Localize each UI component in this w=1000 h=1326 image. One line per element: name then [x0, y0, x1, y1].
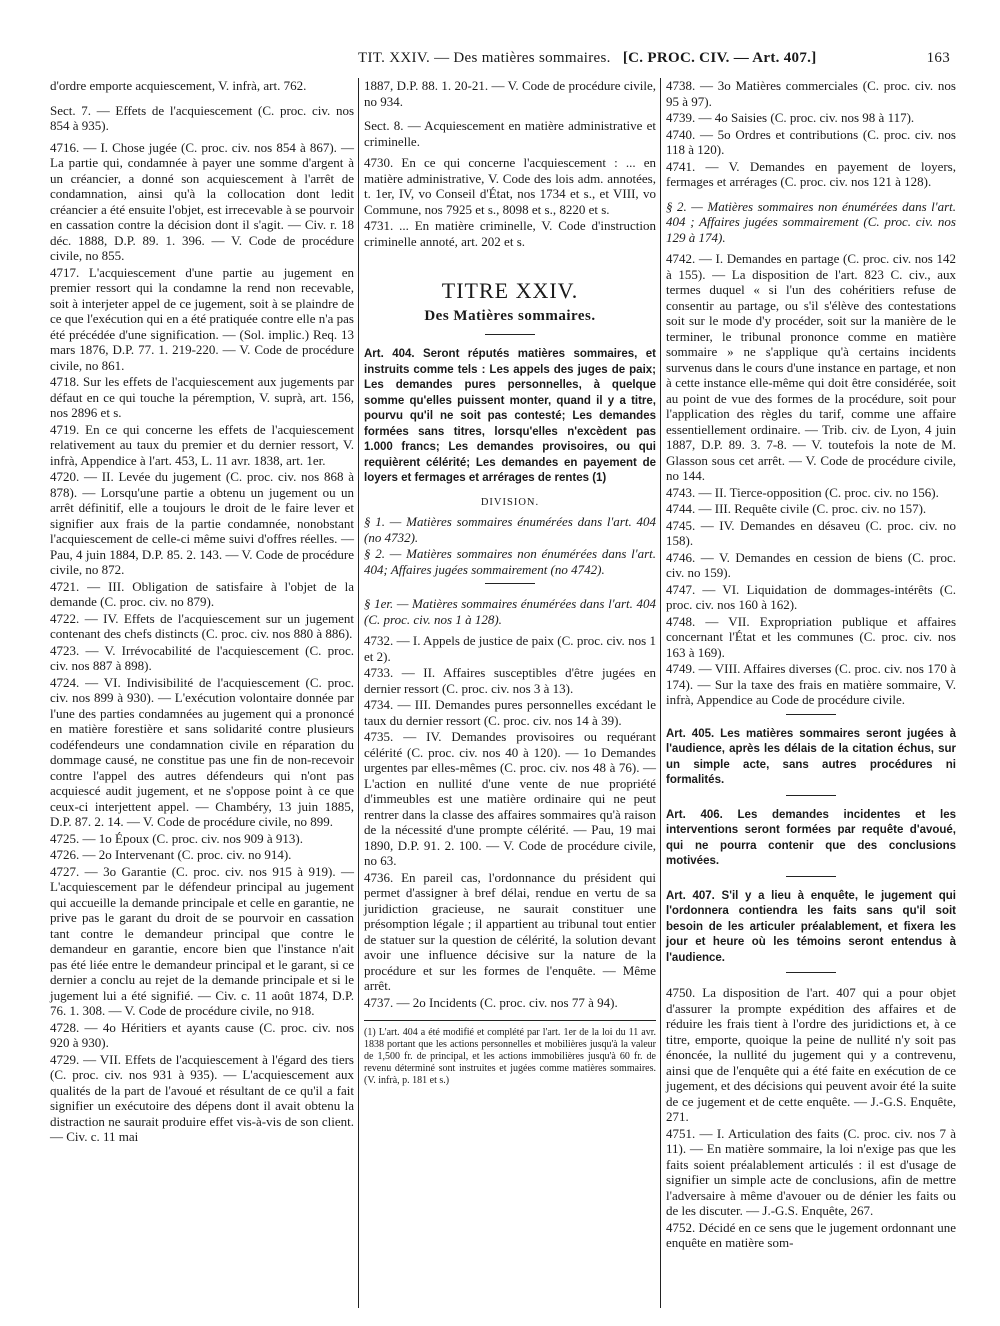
title-subheading: Des Matières sommaires.: [424, 307, 596, 324]
paragraph: d'ordre emporte acquiescement, V. infrà, art. 762.: [50, 78, 307, 93]
paragraph-4725: 4725. — 1o Époux (C. proc. civ. nos 909 à 913).: [50, 830, 303, 846]
paragraph-4743: 4743. — II. Tierce-opposition (C. proc. civ. no 156).: [666, 484, 939, 500]
page-header: [358, 50, 968, 67]
paragraph-4729: 4729. — VII. Effets de l'acquiescement à l'égard des tiers (C. proc. civ. nos 931 à 935). — L'acquiescement aux qualités de la part de l'avoué et résultant de ce qu'il a fait signifier un exécutoire des dépens dont il avait obtenu la distraction ne saurait produire effet vis-à-vis de son client. — Civ. c. 11 mai: [50, 1051, 354, 1144]
column-divider: [660, 78, 661, 1308]
paragraph-4749: 4749. — VIII. Affaires diverses (C. proc. civ. nos 170 à 174). — Sur la taxe des frais en matière sommaire, V. infrà, Appendice au Code de procédure civile.: [666, 661, 956, 707]
paragraph-4732: 4732. — I. Appels de justice de paix (C. proc. civ. nos 1 et 2).: [364, 633, 656, 664]
column-left: [50, 78, 354, 1146]
column-right: [666, 78, 956, 1252]
paragraph-4750: 4750. La disposition de l'art. 407 qui a pour objet d'assurer la prompte expédition des affaires et de réduire les frais tient à l'ordre des juridictions et, à ce titre, emporte, quoique la peine de nullité n'y soit pas énoncée, la nullité du jugement qui y a contrevenu, ainsi que de l'enquête qui a été faite en exécution de ce jugement, et des décisions qui peuvent avoir été la suite de ce jugement et de cette enquête. — J.-G.S. Enquête, 271.: [666, 985, 956, 1124]
section-heading: § 1er. — Matières sommaires énumérées dans l'art. 404 (C. proc. civ. nos 1 à 128).: [364, 596, 656, 627]
code-reference: [C. PROC. CIV. — Art. 407.]: [622, 50, 817, 66]
title-heading: TITRE XXIV.: [441, 278, 579, 303]
paragraph-4728: 4728. — 4o Héritiers et ayants cause (C. proc. civ. nos 920 à 930).: [50, 1019, 354, 1050]
paragraph-4734: 4734. — III. Demandes pures personnelles excédant le taux du dernier ressort (C. proc. civ. nos 14 à 39).: [364, 697, 656, 728]
divider: [485, 583, 535, 584]
paragraph-4723: 4723. — V. Irrévocabilité de l'acquiescement (C. proc. civ. nos 887 à 898).: [50, 642, 354, 673]
paragraph-4722: 4722. — IV. Effets de l'acquiescement sur un jugement contenant des chefs distincts (C. proc. civ. nos 880 à 886).: [50, 610, 354, 641]
paragraph-4733: 4733. — II. Affaires susceptibles d'être jugées en dernier ressort (C. proc. civ. nos 3 à 13).: [364, 665, 656, 696]
paragraph-4744: 4744. — III. Requête civile (C. proc. civ. no 157).: [666, 501, 927, 516]
paragraph-4737: 4737. — 2o Incidents (C. proc. civ. nos 77 à 94).: [364, 994, 618, 1010]
running-title: TIT. XXIV. — Des matières sommaires.: [358, 50, 611, 66]
paragraph-4724: 4724. — VI. Indivisibilité de l'acquiescement (C. proc. civ. nos 899 à 930). — L'exécution volontaire donnée par l'une des parties condamnées au jugement qui a prononcé en matière forestière et sans solidarité contre plusieurs codéfendeurs une condamnation civile en réparation du dommage causé, ne constitue pas une fin de non-recevoir contre l'appel des autres défendeurs qui n'ont pas acquiescé audit jugement, et ne s'oppose point à ce que ceux-ci interjettent appel. — Chambéry, 13 juin 1885, D.P. 87. 2. 14. — V. Code de procédure civile, no 899.: [50, 674, 354, 829]
division-item-2: § 2. — Matières sommaires non énumérées dans l'art. 404; Affaires jugées sommairement (no 4742).: [364, 546, 656, 577]
paragraph-4721: 4721. — III. Obligation de satisfaire à l'objet de la demande (C. proc. civ. no 879).: [50, 578, 354, 609]
paragraph-4716: 4716. — I. Chose jugée (C. proc. civ. nos 854 à 867). — La partie qui, condamnée à payer une somme d'argent à un créancier, a donné son acquiescement à l'arrêt de condamnation, ainsi qu'à la collocation dont ledit créancier a été ensuite l'objet, est irrecevable à se pourvoir en cassation contre la décision dont il s'agit. — Civ. r. 18 déc. 1888, D.P. 89. 1. 396. — V. Code de procédure civile, no 855.: [50, 139, 354, 263]
paragraph-4738: 4738. — 3o Matières commerciales (C. proc. civ. nos 95 à 97).: [666, 78, 956, 109]
section-heading: § 2. — Matières sommaires non énumérées dans l'art. 404 ; Affaires jugées sommairement (C. proc. civ. nos 129 à 174).: [666, 198, 956, 245]
article-406: Art. 406. Les demandes incidentes et les interventions seront formées par requête d'avoué, qui ne pourra contenir que des conclusions motivées.: [666, 808, 956, 867]
paragraph-4739: 4739. — 4o Saisies (C. proc. civ. nos 98 à 117).: [666, 110, 915, 125]
paragraph-4718: 4718. Sur les effets de l'acquiescement aux jugements par défaut en ce qui touche la péremption, V. suprà, art. 156, nos 2896 et s.: [50, 374, 354, 420]
divider: [786, 876, 836, 877]
paragraph-4742: 4742. — I. Demandes en partage (C. proc. civ. nos 142 à 155). — La disposition de l'art. 823 C. civ., aux termes duquel « si l'un des cohéritiers refuse de consentir au partage, ou s'il s'élève des contestations soit sur le mode d'y procéder, soit sur la manière de le terminer, le tribunal prononce comme en matière sommaire » ne s'applique qu'à certains incidents survenus dans le cours d'une instance en partage, et non à cette instance elle-même qui doit être considérée, soit au point de vue des formes de la procédure, soit pour l'application des règles du tarif, comme une affaire essentiellement ordinaire. — Trib. civ. de Lyon, 4 juin 1887, D.P. 89. 3. 7-8. — V. toutefois la note de M. Glasson sous cet arrêt. — V. Code de procédure civile, no 144.: [666, 251, 956, 483]
column-divider: [358, 78, 359, 1308]
paragraph-4719: 4719. En ce qui concerne les effets de l'acquiescement relativement au taux du premier et du dernier ressort, V. infrà, Appendice à l'art. 453, L. 11 avr. 1838, art. 1er.: [50, 421, 354, 468]
paragraph-4740: 4740. — 5o Ordres et contributions (C. proc. civ. nos 118 à 120).: [666, 126, 956, 157]
footnote: (1) L'art. 404 a été modifié et complété par l'art. 1er de la loi du 11 avr. 1838 portant que les actions personnelles et mobilières jusqu'à la valeur de 1,500 fr. de principal, et les actions immobilières jusqu'à 60 fr. de revenu déterminé sont instruites et jugées comme matières sommaires. (V. infrà, p. 181 et s.): [364, 1020, 656, 1087]
division-heading: DIVISION.: [480, 496, 540, 508]
paragraph-4745: 4745. — IV. Demandes en désaveu (C. proc. civ. no 158).: [666, 517, 956, 548]
paragraph: 1887, D.P. 88. 1. 20-21. — V. Code de procédure civile, no 934.: [364, 78, 656, 109]
paragraph-4731: 4731. ... En matière criminelle, V. Code d'instruction criminelle annoté, art. 202 et s.: [364, 218, 656, 249]
paragraph-4717: 4717. L'acquiescement d'une partie au jugement en premier ressort qui la condamne la rend non recevable, soit à interjeter appel de ce jugement, soit à se plaindre de ce que l'exécution qui en a été pratiquée contre elle n'a pas été précédée d'une signification. — (Sol. implic.) Req. 13 mars 1876, D.P. 77. 1. 219-220. — V. Code de procédure civile, no 861.: [50, 264, 354, 373]
column-middle: [364, 78, 656, 1097]
section-heading: Sect. 7. — Effets de l'acquiescement (C. proc. civ. nos 854 à 935).: [50, 102, 354, 133]
divider: [786, 972, 836, 973]
section-heading: Sect. 8. — Acquiescement en matière administrative et criminelle.: [364, 118, 656, 149]
paragraph-4752: 4752. Décidé en ce sens que le jugement ordonnant une enquête en matière som-: [666, 1219, 956, 1250]
article-405: Art. 405. Les matières sommaires seront jugées à l'audience, après les délais de la citation échus, sur un simple acte, sans autres procédures ni formalités.: [666, 727, 956, 786]
paragraph-4751: 4751. — I. Articulation des faits (C. proc. civ. nos 7 à 11). — En matière sommaire, la loi n'exige pas que les faits soient préalablement articulés : il est d'usage de signifier un simple acte de conclusions, afin de mettre l'adversaire à même d'avouer ou de dénier les faits ou de les discuter. — J.-G.S. Enquête, 267.: [666, 1125, 956, 1218]
paragraph-4746: 4746. — V. Demandes en cession de biens (C. proc. civ. no 159).: [666, 549, 956, 580]
divider: [786, 795, 836, 796]
divider: [485, 334, 535, 335]
paragraph-4726: 4726. — 2o Intervenant (C. proc. civ. no 914).: [50, 847, 292, 862]
paragraph-4735: 4735. — IV. Demandes provisoires ou requérant célérité (C. proc. civ. nos 40 à 120). — 1o Demandes urgentes par elles-mêmes (C. proc. civ. nos 48 à 76). — L'action en nullité d'une vente de nue propriété d'immeubles est une matière ordinaire qui ne peut rentrer dans la classe des affaires sommaires qu'à raison de la nécessité d'une prompte célérité. — Pau, 19 mai 1890, D.P. 91. 2. 100. — V. Code de procédure civile, no 63.: [364, 729, 656, 868]
page-number: 163: [926, 50, 950, 66]
paragraph-4727: 4727. — 3o Garantie (C. proc. civ. nos 915 à 919). — L'acquiescement par le défendeur principal au jugement qui accueille la demande principale et celle en garantie, ne prive pas le garant du droit de se pourvoir en cassation tant contre le demandeur principal que contre le demandeur en garantie, encore bien que l'instance n'ait pas été liée entre le demandeur principal et le garant, si ce dernier a conclu au rejet de la demande principale et si le jugement lui a été signifié. — Civ. c. 11 août 1874, D.P. 76. 1. 308. — V. Code de procédure civile, no 918.: [50, 863, 354, 1018]
paragraph-4748: 4748. — VII. Expropriation publique et affaires concernant l'État et les communes (C. proc. civ. nos 163 à 169).: [666, 613, 956, 660]
paragraph-4741: 4741. — V. Demandes en payement de loyers, fermages et arrérages (C. proc. civ. nos 121 à 128).: [666, 158, 956, 189]
divider: [786, 714, 836, 715]
paragraph-4730: 4730. En ce qui concerne l'acquiescement : ... en matière administrative, V. Code des lois adm. annotées, t. 1er, IV, vo Conseil d'État, nos 1734 et s., et VIII, vo Commune, nos 7925 et s., 8098 et s., 8220 et s.: [364, 155, 656, 217]
paragraph-4747: 4747. — VI. Liquidation de dommages-intérêts (C. proc. civ. nos 160 à 162).: [666, 581, 956, 612]
paragraph-4736: 4736. En pareil cas, l'ordonnance du président qui permet d'assigner à bref délai, rendue en vertu de sa juridiction gracieuse, ne saurait constituer une présomption légale ; il appartient au tribunal tout entier de statuer sur la question de célérité, la solution devant avoir une influence décisive sur la nature de la procédure et sur les formes de l'enquête. — Même arrêt.: [364, 869, 656, 993]
article-407: Art. 407. S'il y a lieu à enquête, le jugement qui l'ordonnera contiendra les faits sans qu'il soit besoin de les articuler préalablement, et fixera les jour et heure où les témoins seront entendus à l'audience.: [666, 889, 956, 964]
article-404: Art. 404. Seront réputés matières sommaires, et instruits comme tels : Les appels des juges de paix; Les demandes pures personnelles, à quelque somme qu'elles puissent monter, quand il y a titre, pourvu qu'il ne soit pas contesté; Les demandes formées sans titres, lorsqu'elles n'excèdent pas 1.000 francs; Les demandes provisoires, ou qui requièrent célérité; Les demandes en payement de loyers et fermages et arrérages de rentes (1): [364, 348, 656, 484]
paragraph-4720: 4720. — II. Levée du jugement (C. proc. civ. nos 868 à 878). — Lorsqu'une partie a obtenu un jugement ou un arrêt définitif, elle a toujours le droit de le faire lever et signifier aux frais de la partie condamnée, nonobstant l'acquiescement de celle-ci même suivi d'offres réelles. — Pau, 4 juin 1884, D.P. 85. 2. 143. — V. Code de procédure civile, no 872.: [50, 469, 354, 577]
division-item-1: § 1. — Matières sommaires énumérées dans l'art. 404 (no 4732).: [364, 514, 656, 545]
